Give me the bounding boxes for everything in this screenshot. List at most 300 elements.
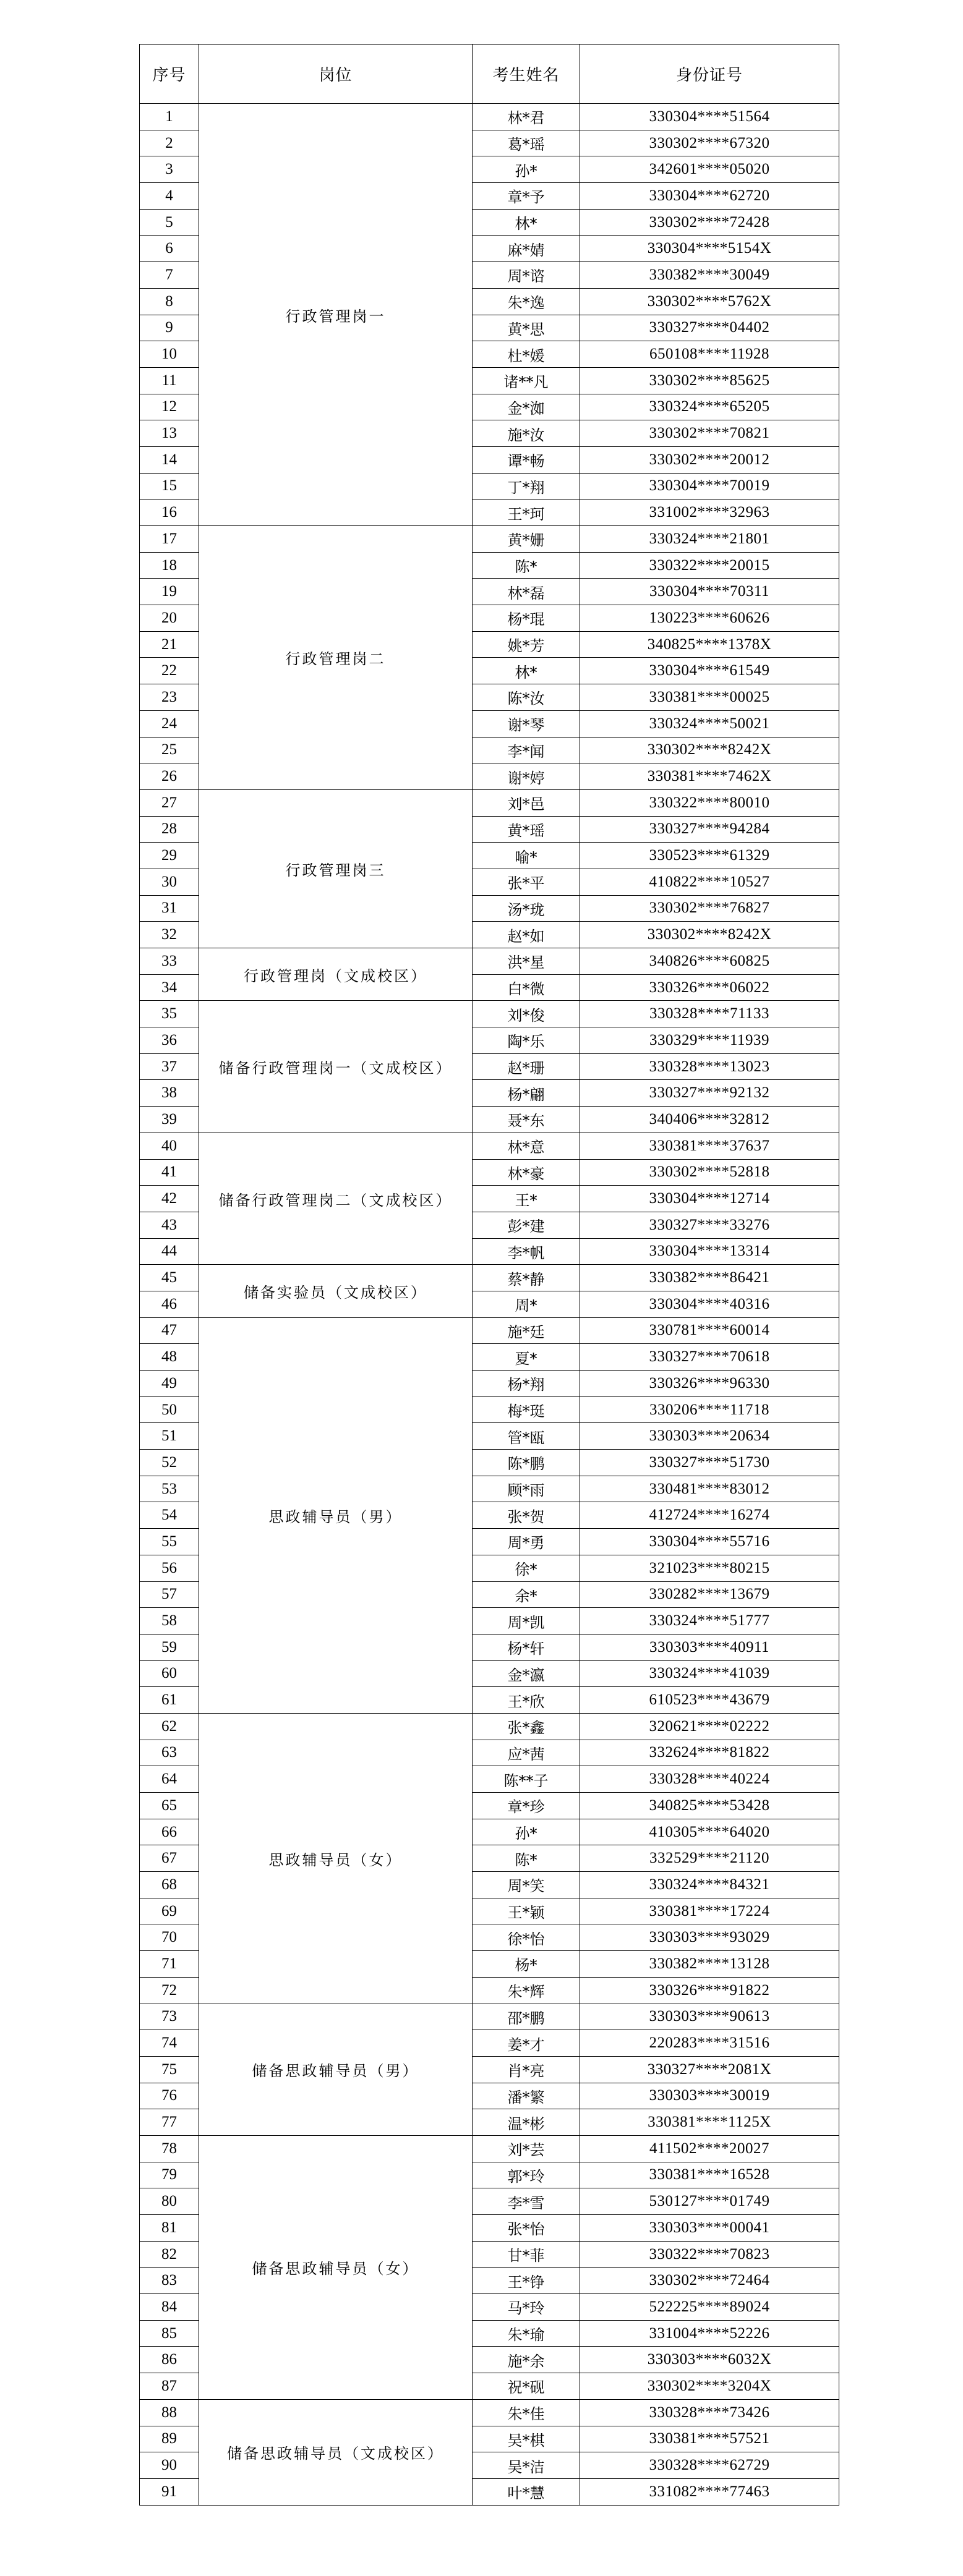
id-number: 330327****70618 [580,1344,839,1371]
candidate-name: 黄*思 [473,315,580,341]
candidate-name: 汤*珑 [473,895,580,922]
candidate-name: 陈*鹏 [473,1450,580,1476]
row-index: 79 [140,2162,199,2188]
candidate-name: 王*珂 [473,499,580,526]
id-number: 411502****20027 [580,2135,839,2162]
row-index: 3 [140,156,199,183]
position-cell: 储备思政辅导员（女） [199,2135,473,2399]
id-number: 330382****30049 [580,262,839,289]
candidate-name: 杨*翩 [473,1080,580,1107]
position-cell: 储备行政管理岗一（文成校区） [199,1001,473,1133]
table-row [140,1133,839,1159]
row-index: 10 [140,341,199,368]
candidate-name: 周*凯 [473,1608,580,1634]
row-index: 60 [140,1660,199,1687]
row-index: 16 [140,499,199,526]
candidate-name: 章*珍 [473,1793,580,1819]
row-index: 59 [140,1634,199,1660]
candidate-name: 王*颖 [473,1898,580,1924]
row-index: 20 [140,605,199,632]
row-index: 1 [140,104,199,130]
id-number: 330322****20015 [580,552,839,579]
id-number: 330304****12714 [580,1186,839,1212]
row-index: 82 [140,2241,199,2268]
row-index: 31 [140,895,199,922]
header-index: 序号 [140,45,199,104]
table-row [140,2135,839,2162]
row-index: 53 [140,1476,199,1502]
candidate-name: 陈* [473,552,580,579]
candidate-name: 陈* [473,1845,580,1872]
row-index: 2 [140,130,199,156]
candidate-name: 张*平 [473,869,580,895]
row-index: 4 [140,183,199,210]
id-number: 330303****30019 [580,2083,839,2109]
id-number: 410822****10527 [580,869,839,895]
id-number: 330304****61549 [580,658,839,684]
id-number: 340406****32812 [580,1107,839,1133]
row-index: 44 [140,1238,199,1265]
candidate-name: 谢*婷 [473,763,580,790]
id-number: 330304****13314 [580,1238,839,1265]
candidate-name: 章*予 [473,183,580,210]
id-number: 330302****52818 [580,1159,839,1186]
candidate-name: 吴*棋 [473,2426,580,2452]
id-number: 130223****60626 [580,605,839,632]
candidate-name: 姜*才 [473,2030,580,2057]
row-index: 34 [140,974,199,1001]
candidate-name: 陶*乐 [473,1027,580,1054]
row-index: 83 [140,2268,199,2294]
candidate-name: 杨* [473,1951,580,1978]
id-number: 412724****16274 [580,1502,839,1529]
row-index: 5 [140,209,199,236]
id-number: 320621****02222 [580,1713,839,1740]
candidate-name: 王*欣 [473,1687,580,1714]
row-index: 37 [140,1053,199,1080]
row-index: 6 [140,236,199,262]
row-index: 18 [140,552,199,579]
candidate-name: 陈*汝 [473,684,580,711]
candidate-name: 朱*佳 [473,2399,580,2426]
id-number: 530127****01749 [580,2188,839,2215]
candidate-name: 马*玲 [473,2294,580,2321]
row-index: 73 [140,2004,199,2030]
id-number: 330523****61329 [580,843,839,869]
id-number: 330381****57521 [580,2426,839,2452]
row-index: 22 [140,658,199,684]
candidate-name: 孙* [473,1819,580,1845]
row-index: 13 [140,420,199,447]
row-index: 14 [140,446,199,473]
candidate-name: 祝*砚 [473,2373,580,2400]
candidate-name: 金*洳 [473,394,580,420]
id-number: 330327****51730 [580,1450,839,1476]
id-number: 330302****8242X [580,737,839,763]
row-index: 38 [140,1080,199,1107]
id-number: 331082****77463 [580,2478,839,2505]
candidate-name: 施*汝 [473,420,580,447]
row-index: 71 [140,1951,199,1978]
candidate-name: 丁*翔 [473,473,580,499]
id-number: 330302****8242X [580,922,839,948]
id-number: 330327****04402 [580,315,839,341]
table-row [140,1001,839,1027]
id-number: 330302****70821 [580,420,839,447]
id-number: 330303****93029 [580,1924,839,1951]
candidate-name: 葛*瑶 [473,130,580,156]
row-index: 30 [140,869,199,895]
row-index: 81 [140,2215,199,2242]
candidate-name: 杜*媛 [473,341,580,368]
row-index: 49 [140,1371,199,1397]
id-number: 330304****70019 [580,473,839,499]
position-cell: 思政辅导员（女） [199,1713,473,2004]
candidate-name: 刘*芸 [473,2135,580,2162]
id-number: 330206****11718 [580,1396,839,1423]
candidate-name: 王* [473,1186,580,1212]
candidate-name: 周*笑 [473,1872,580,1898]
candidate-name: 张*怡 [473,2215,580,2242]
candidate-name: 朱*辉 [473,1977,580,2004]
candidate-name: 蔡*静 [473,1265,580,1291]
candidate-name: 林*意 [473,1133,580,1159]
id-number: 330381****16528 [580,2162,839,2188]
candidate-name: 肖*亮 [473,2056,580,2083]
candidate-name: 赵*珊 [473,1053,580,1080]
candidate-name: 林* [473,658,580,684]
candidate-name: 周* [473,1291,580,1317]
id-number: 330329****11939 [580,1027,839,1054]
id-number: 330327****94284 [580,816,839,843]
id-number: 330324****65205 [580,394,839,420]
row-index: 63 [140,1740,199,1766]
candidate-name: 施*廷 [473,1317,580,1344]
candidate-name: 梅*珽 [473,1396,580,1423]
candidate-name: 李*帆 [473,1238,580,1265]
candidate-name: 林*豪 [473,1159,580,1186]
id-number: 330381****7462X [580,763,839,790]
id-number: 330304****70311 [580,579,839,605]
id-number: 340826****60825 [580,948,839,975]
row-index: 19 [140,579,199,605]
table-row [140,1265,839,1291]
row-index: 8 [140,288,199,315]
row-index: 25 [140,737,199,763]
id-number: 330303****20634 [580,1423,839,1450]
position-cell: 储备思政辅导员（文成校区） [199,2399,473,2505]
position-cell: 行政管理岗（文成校区） [199,948,473,1001]
candidate-name: 洪*星 [473,948,580,975]
id-number: 220283****31516 [580,2030,839,2057]
table-row [140,2004,839,2030]
row-index: 65 [140,1793,199,1819]
row-index: 77 [140,2109,199,2136]
table-row [140,789,839,816]
id-number: 330328****13023 [580,1053,839,1080]
row-index: 46 [140,1291,199,1317]
row-index: 45 [140,1265,199,1291]
candidate-name: 谭*畅 [473,446,580,473]
row-index: 85 [140,2320,199,2347]
candidate-name: 王*铮 [473,2268,580,2294]
id-number: 330304****55716 [580,1529,839,1555]
row-index: 43 [140,1212,199,1238]
id-number: 330304****40316 [580,1291,839,1317]
id-number: 330303****00041 [580,2215,839,2242]
id-number: 330324****21801 [580,526,839,553]
candidate-name: 黄*姗 [473,526,580,553]
row-index: 66 [140,1819,199,1845]
candidate-name: 林* [473,209,580,236]
id-number: 330381****37637 [580,1133,839,1159]
id-number: 330327****33276 [580,1212,839,1238]
row-index: 48 [140,1344,199,1371]
row-index: 67 [140,1845,199,1872]
candidate-name: 黄*瑶 [473,816,580,843]
position-cell: 储备思政辅导员（男） [199,2004,473,2135]
id-number: 330302****72428 [580,209,839,236]
row-index: 42 [140,1186,199,1212]
id-number: 342601****05020 [580,156,839,183]
table-row [140,1713,839,1740]
header-id-number: 身份证号 [580,45,839,104]
position-cell: 行政管理岗二 [199,526,473,790]
row-index: 86 [140,2347,199,2373]
row-index: 33 [140,948,199,975]
row-index: 70 [140,1924,199,1951]
row-index: 35 [140,1001,199,1027]
candidate-name: 应*茜 [473,1740,580,1766]
id-number: 610523****43679 [580,1687,839,1714]
candidate-name: 孙* [473,156,580,183]
candidate-name: 周*谘 [473,262,580,289]
row-index: 84 [140,2294,199,2321]
candidate-name: 朱*瑜 [473,2320,580,2347]
candidate-name: 甘*菲 [473,2241,580,2268]
candidate-name: 陈**子 [473,1766,580,1793]
candidate-name: 邵*鹏 [473,2004,580,2030]
id-number: 330302****72464 [580,2268,839,2294]
id-number: 330481****83012 [580,1476,839,1502]
row-index: 90 [140,2452,199,2479]
id-number: 332529****21120 [580,1845,839,1872]
row-index: 76 [140,2083,199,2109]
row-index: 72 [140,1977,199,2004]
id-number: 650108****11928 [580,341,839,368]
candidate-table [139,44,839,2506]
candidate-name: 张*贺 [473,1502,580,1529]
row-index: 80 [140,2188,199,2215]
candidate-name: 李*雪 [473,2188,580,2215]
id-number: 330302****85625 [580,367,839,394]
candidate-name: 顾*雨 [473,1476,580,1502]
candidate-name: 徐* [473,1555,580,1581]
table-row [140,1317,839,1344]
row-index: 75 [140,2056,199,2083]
row-index: 58 [140,1608,199,1634]
row-index: 24 [140,710,199,737]
id-number: 410305****64020 [580,1819,839,1845]
row-index: 40 [140,1133,199,1159]
position-cell: 储备实验员（文成校区） [199,1265,473,1317]
candidate-name: 余* [473,1581,580,1608]
candidate-name: 林*磊 [473,579,580,605]
row-index: 78 [140,2135,199,2162]
table-row [140,104,839,130]
candidate-name: 麻*婧 [473,236,580,262]
position-cell: 储备行政管理岗二（文成校区） [199,1133,473,1264]
id-number: 330328****40224 [580,1766,839,1793]
id-number: 330324****41039 [580,1660,839,1687]
id-number: 330327****2081X [580,2056,839,2083]
id-number: 332624****81822 [580,1740,839,1766]
row-index: 47 [140,1317,199,1344]
id-number: 330381****17224 [580,1898,839,1924]
id-number: 330322****80010 [580,789,839,816]
header-position: 岗位 [199,45,473,104]
id-number: 330381****00025 [580,684,839,711]
row-index: 69 [140,1898,199,1924]
id-number: 330304****51564 [580,104,839,130]
row-index: 64 [140,1766,199,1793]
id-number: 331002****32963 [580,499,839,526]
row-index: 55 [140,1529,199,1555]
id-number: 330382****86421 [580,1265,839,1291]
candidate-name: 吴*洁 [473,2452,580,2479]
id-number: 330328****71133 [580,1001,839,1027]
id-number: 330303****40911 [580,1634,839,1660]
id-number: 340825****53428 [580,1793,839,1819]
table-row [140,2399,839,2426]
row-index: 29 [140,843,199,869]
candidate-name: 温*彬 [473,2109,580,2136]
row-index: 87 [140,2373,199,2400]
row-index: 9 [140,315,199,341]
candidate-name: 赵*如 [473,922,580,948]
row-index: 57 [140,1581,199,1608]
candidate-name: 杨*轩 [473,1634,580,1660]
candidate-name: 李*闻 [473,737,580,763]
id-number: 330324****50021 [580,710,839,737]
row-index: 41 [140,1159,199,1186]
id-number: 330328****62729 [580,2452,839,2479]
id-number: 330302****76827 [580,895,839,922]
id-number: 330324****84321 [580,1872,839,1898]
candidate-name: 叶*慧 [473,2478,580,2505]
header-name: 考生姓名 [473,45,580,104]
id-number: 330381****1125X [580,2109,839,2136]
table-row [140,948,839,975]
row-index: 26 [140,763,199,790]
candidate-name: 张*鑫 [473,1713,580,1740]
row-index: 36 [140,1027,199,1054]
id-number: 330326****06022 [580,974,839,1001]
candidate-name: 杨*琨 [473,605,580,632]
row-index: 39 [140,1107,199,1133]
candidate-name: 谢*琴 [473,710,580,737]
candidate-name: 管*瓯 [473,1423,580,1450]
id-number: 330304****5154X [580,236,839,262]
id-number: 340825****1378X [580,631,839,658]
id-number: 330326****96330 [580,1371,839,1397]
candidate-name: 白*微 [473,974,580,1001]
table-header-row [140,45,839,104]
table-body [140,104,839,2506]
row-index: 89 [140,2426,199,2452]
candidate-name: 聂*东 [473,1107,580,1133]
id-number: 330302****20012 [580,446,839,473]
id-number: 330781****60014 [580,1317,839,1344]
row-index: 74 [140,2030,199,2057]
id-number: 330303****6032X [580,2347,839,2373]
id-number: 330303****90613 [580,2004,839,2030]
candidate-name: 诸**凡 [473,367,580,394]
row-index: 15 [140,473,199,499]
id-number: 321023****80215 [580,1555,839,1581]
row-index: 17 [140,526,199,553]
table-row [140,526,839,553]
id-number: 330326****91822 [580,1977,839,2004]
candidate-name: 刘*邑 [473,789,580,816]
id-number: 331004****52226 [580,2320,839,2347]
candidate-name: 潘*繁 [473,2083,580,2109]
position-cell: 思政辅导员（男） [199,1317,473,1713]
row-index: 23 [140,684,199,711]
row-index: 62 [140,1713,199,1740]
row-index: 88 [140,2399,199,2426]
id-number: 330302****5762X [580,288,839,315]
position-cell: 行政管理岗一 [199,104,473,526]
id-number: 330322****70823 [580,2241,839,2268]
id-number: 330302****3204X [580,2373,839,2400]
row-index: 32 [140,922,199,948]
row-index: 68 [140,1872,199,1898]
candidate-name: 周*勇 [473,1529,580,1555]
row-index: 28 [140,816,199,843]
candidate-name: 朱*逸 [473,288,580,315]
candidate-name: 林*君 [473,104,580,130]
candidate-name: 杨*翔 [473,1371,580,1397]
candidate-name: 刘*俊 [473,1001,580,1027]
id-number: 330328****73426 [580,2399,839,2426]
row-index: 27 [140,789,199,816]
row-index: 52 [140,1450,199,1476]
candidate-name: 夏* [473,1344,580,1371]
row-index: 61 [140,1687,199,1714]
row-index: 51 [140,1423,199,1450]
id-number: 330302****67320 [580,130,839,156]
row-index: 56 [140,1555,199,1581]
row-index: 54 [140,1502,199,1529]
row-index: 11 [140,367,199,394]
candidate-name: 姚*芳 [473,631,580,658]
id-number: 330382****13128 [580,1951,839,1978]
id-number: 330304****62720 [580,183,839,210]
row-index: 21 [140,631,199,658]
position-cell: 行政管理岗三 [199,789,473,948]
candidate-name: 金*瀛 [473,1660,580,1687]
row-index: 91 [140,2478,199,2505]
candidate-name: 郭*玲 [473,2162,580,2188]
candidate-name: 徐*怡 [473,1924,580,1951]
id-number: 522225****89024 [580,2294,839,2321]
row-index: 7 [140,262,199,289]
id-number: 330324****51777 [580,1608,839,1634]
candidate-name: 施*余 [473,2347,580,2373]
row-index: 12 [140,394,199,420]
id-number: 330327****92132 [580,1080,839,1107]
